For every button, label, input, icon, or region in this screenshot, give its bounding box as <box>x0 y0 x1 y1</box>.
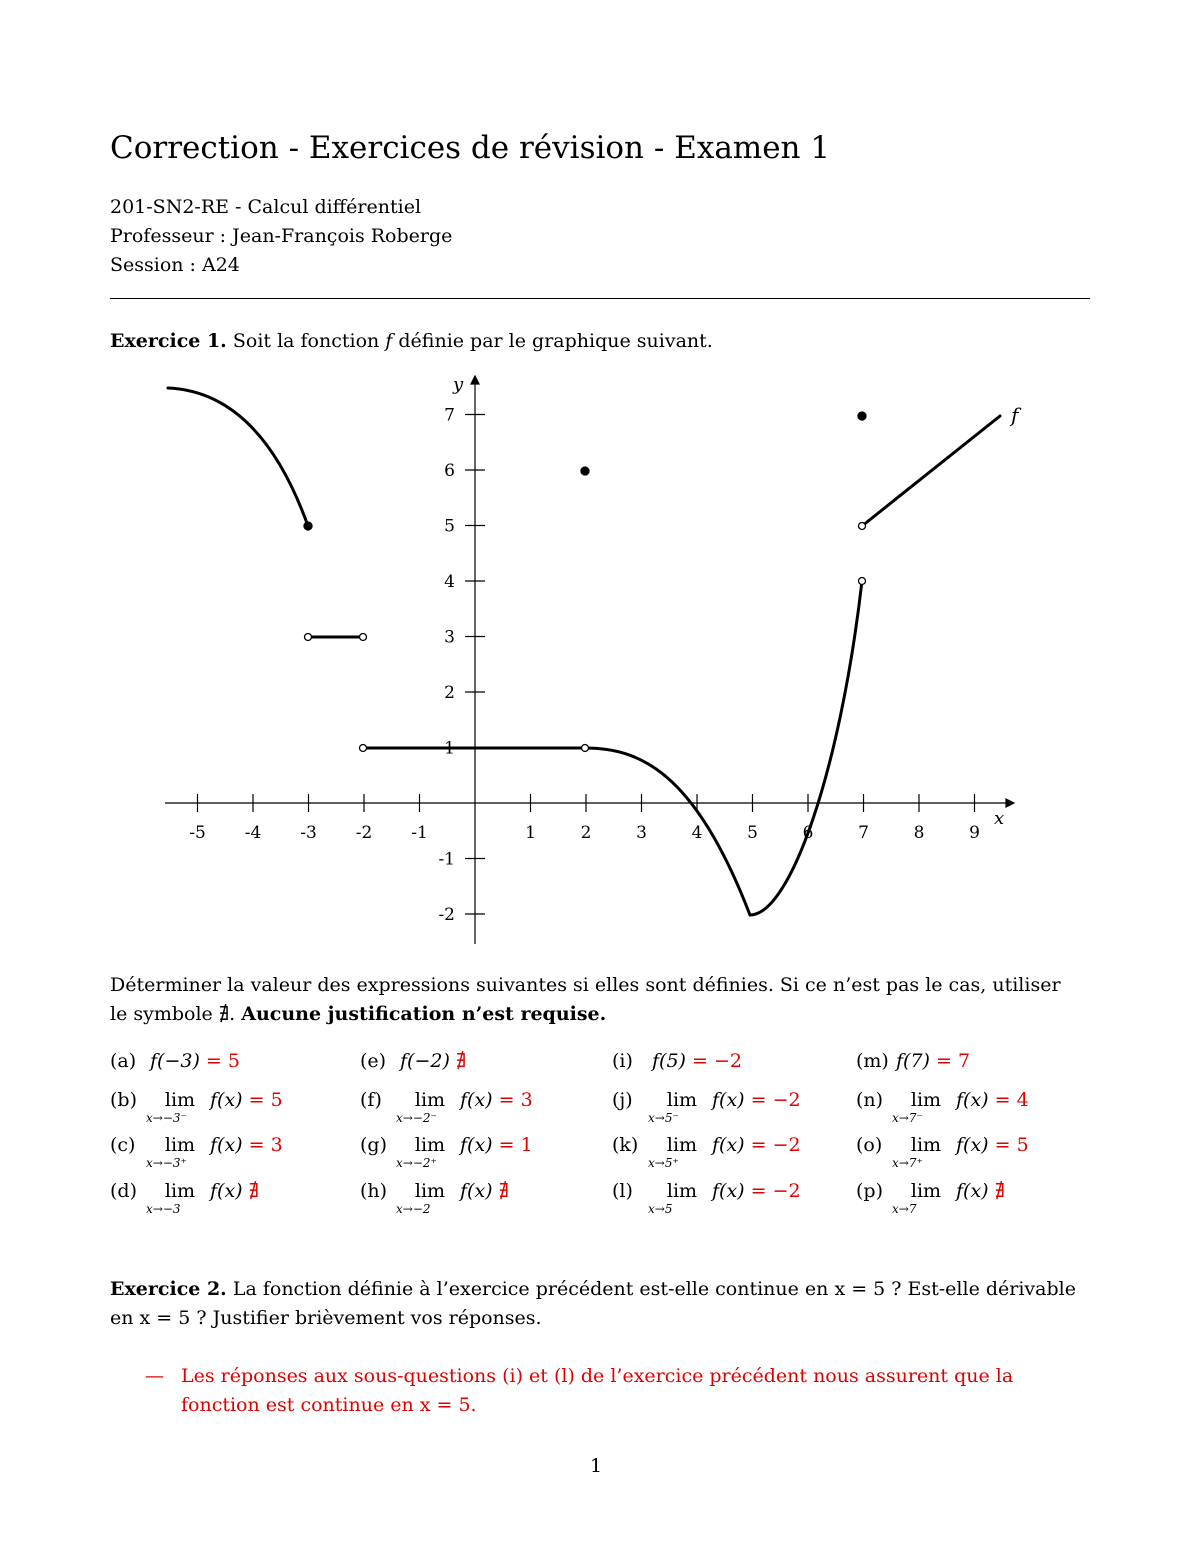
limit-operator <box>146 1134 210 1170</box>
answer-label: (k) <box>612 1134 639 1156</box>
curve-left <box>168 388 308 526</box>
closed-point <box>858 412 866 420</box>
x-axis-arrow <box>1006 799 1014 807</box>
function-expression: f(x) <box>460 1134 493 1156</box>
y-tick-label: 7 <box>444 405 455 426</box>
exercise-2-label: Exercice 2. <box>110 1278 227 1300</box>
limit-text: lim <box>164 1089 196 1111</box>
x-tick-label: -4 <box>244 823 262 843</box>
function-value-expression: f(−2) <box>400 1050 450 1072</box>
y-tick-label: -1 <box>438 849 455 870</box>
limit-subscript: x→−2⁻ <box>396 1111 437 1125</box>
answer-item <box>110 1050 240 1084</box>
limit-subscript: x→7⁺ <box>892 1156 923 1170</box>
answer-result: = 5 <box>205 1050 240 1072</box>
curve-2-to-5 <box>585 748 750 915</box>
limit-text: lim <box>910 1089 942 1111</box>
answer-label: (n) <box>856 1089 884 1111</box>
answer-label: (d) <box>110 1180 137 1202</box>
limit-text: lim <box>414 1134 446 1156</box>
answer-label: (j) <box>612 1089 633 1111</box>
intro-text-b: définie par le graphique suivant. <box>392 330 713 352</box>
x-axis-label: x <box>994 808 1005 829</box>
answer-label: (e) <box>360 1050 387 1072</box>
exercise-2-line-1 <box>110 1278 1076 1300</box>
limit-text: lim <box>666 1134 698 1156</box>
answer-item <box>612 1089 801 1123</box>
answer-item <box>612 1180 801 1214</box>
y-axis-label: y <box>453 374 464 395</box>
answer-result: = 5 <box>248 1089 283 1111</box>
answer-result: ∄ <box>455 1050 467 1072</box>
limit-operator <box>146 1089 210 1125</box>
function-expression: f(x) <box>712 1089 745 1111</box>
answer-result: = 4 <box>994 1089 1029 1111</box>
limit-operator <box>892 1180 956 1216</box>
limit-operator <box>648 1134 712 1170</box>
answer-item <box>612 1134 801 1168</box>
curve-5-to-7 <box>750 581 862 915</box>
limit-operator <box>648 1089 712 1125</box>
bullet-text: Les réponses aux sous-questions (i) et (l) de l’exercice précédent nous assurent que la fonction est continue en x = 5. <box>181 1365 1014 1416</box>
open-point <box>305 634 312 641</box>
page-title: Correction - Exercices de révision - Examen 1 <box>110 130 831 166</box>
x-tick-label: 6 <box>802 823 814 843</box>
answer-item <box>856 1050 970 1084</box>
function-expression: f(x) <box>210 1134 243 1156</box>
answer-label: (m) <box>856 1050 889 1072</box>
limit-text: lim <box>164 1180 196 1202</box>
header-divider <box>110 298 1090 299</box>
answer-result: ∄ <box>994 1180 1005 1202</box>
y-tick-label: 2 <box>444 683 455 703</box>
x-tick-label: 8 <box>913 823 925 843</box>
limit-operator <box>892 1089 956 1125</box>
answer-label: (c) <box>110 1134 136 1156</box>
open-point <box>582 745 589 752</box>
x-tick-label: 7 <box>858 823 869 843</box>
limit-subscript: x→−2 <box>396 1202 431 1216</box>
answer-item <box>360 1180 509 1214</box>
limit-text: lim <box>164 1134 196 1156</box>
answer-label: (o) <box>856 1134 883 1156</box>
answer-item <box>856 1180 1005 1214</box>
answer-label: (l) <box>612 1180 633 1202</box>
answer-item <box>110 1180 259 1214</box>
closed-point <box>581 467 589 475</box>
limit-subscript: x→−3 <box>146 1202 181 1216</box>
open-point <box>360 745 367 752</box>
answer-item <box>110 1134 283 1168</box>
function-graph <box>110 372 1050 952</box>
answer-label: (h) <box>360 1180 388 1202</box>
x-tick-label: 9 <box>969 823 980 843</box>
answer-result: = 3 <box>498 1089 533 1111</box>
y-tick-label: 4 <box>444 572 455 592</box>
answer-label: (p) <box>856 1180 883 1202</box>
limit-operator <box>396 1089 460 1125</box>
y-tick-label: 6 <box>444 461 455 481</box>
function-expression: f(x) <box>460 1089 493 1111</box>
page-number: 1 <box>590 1455 603 1477</box>
y-tick-label: 5 <box>444 516 455 537</box>
open-point <box>859 523 866 530</box>
function-label: f <box>1011 403 1019 427</box>
answer-item <box>856 1134 1029 1168</box>
function-expression: f(x) <box>712 1134 745 1156</box>
x-tick-label: 2 <box>580 823 592 843</box>
limit-text: lim <box>910 1134 942 1156</box>
function-expression: f(x) <box>956 1089 989 1111</box>
limit-operator <box>146 1180 210 1216</box>
limit-text: lim <box>666 1089 698 1111</box>
answer-result: = −2 <box>750 1134 801 1156</box>
instructions-line-2 <box>110 1003 606 1025</box>
answer-label: (b) <box>110 1089 137 1111</box>
limit-operator <box>396 1134 460 1170</box>
limit-subscript: x→7 <box>892 1202 917 1216</box>
function-expression: f(x) <box>712 1180 745 1202</box>
limit-text: lim <box>414 1089 446 1111</box>
answer-item <box>110 1089 283 1123</box>
answer-label: (a) <box>110 1050 137 1072</box>
answer-result: = 3 <box>248 1134 283 1156</box>
function-value-expression: f(7) <box>896 1050 930 1072</box>
limit-subscript: x→7⁻ <box>892 1111 923 1125</box>
instructions-bold: Aucune justification n’est requise. <box>241 1003 607 1025</box>
answer-result: = 1 <box>498 1134 533 1156</box>
exercise-2-line-2: en x = 5 ? Justifier brièvement vos réponses. <box>110 1307 542 1329</box>
limit-text: lim <box>666 1180 698 1202</box>
x-tick-label: 5 <box>747 823 758 843</box>
answer-item <box>360 1050 466 1084</box>
y-tick-label: -2 <box>438 905 455 925</box>
limit-operator <box>396 1180 460 1216</box>
segment-7-to-9 <box>862 416 1000 526</box>
course-code: 201-SN2-RE - Calcul différentiel <box>110 196 422 218</box>
instructions-symbol: le symbole ∄. <box>110 1003 242 1025</box>
answer-result: = 7 <box>936 1050 971 1072</box>
y-tick-label: 1 <box>444 738 455 759</box>
y-tick-label: 3 <box>444 627 455 648</box>
closed-point <box>304 522 312 530</box>
bullet-dash: — <box>145 1365 164 1387</box>
y-axis-arrow <box>471 376 479 384</box>
function-expression: f(x) <box>460 1180 493 1202</box>
function-value-expression: f(5) <box>652 1050 686 1072</box>
limit-text: lim <box>910 1180 942 1202</box>
limit-text: lim <box>414 1180 446 1202</box>
answer-result: = −2 <box>692 1050 742 1072</box>
answer-result: = −2 <box>750 1089 801 1111</box>
answer-label: (g) <box>360 1134 387 1156</box>
exercise-1-label: Exercice 1. <box>110 330 227 352</box>
function-expression: f(x) <box>210 1180 243 1202</box>
x-tick-label: -2 <box>355 823 373 843</box>
function-expression: f(x) <box>956 1134 989 1156</box>
function-expression: f(x) <box>956 1180 989 1202</box>
professor-name: Professeur : Jean-François Roberge <box>110 225 453 247</box>
x-tick-label: -1 <box>411 823 428 843</box>
answer-result: = 5 <box>994 1134 1029 1156</box>
answer-label: (f) <box>360 1089 382 1111</box>
answer-result: ∄ <box>498 1180 509 1202</box>
exercise-1-intro <box>110 330 713 352</box>
answer-item <box>360 1134 533 1168</box>
open-point <box>859 578 866 585</box>
answer-item <box>612 1050 742 1084</box>
limit-subscript: x→−3⁻ <box>146 1111 187 1125</box>
x-tick-label: -5 <box>189 823 206 843</box>
answer-item <box>856 1089 1029 1123</box>
limit-subscript: x→−3⁺ <box>146 1156 187 1170</box>
answer-item <box>360 1089 533 1123</box>
limit-subscript: x→5⁻ <box>648 1111 679 1125</box>
answer-result: ∄ <box>248 1180 259 1202</box>
open-point <box>360 634 367 641</box>
intro-function: f <box>385 330 393 352</box>
limit-operator <box>892 1134 956 1170</box>
exercise-2-text: La fonction définie à l’exercice précédent est-elle continue en x = 5 ? Est-elle dérivable <box>232 1278 1076 1300</box>
x-tick-label: 1 <box>525 823 536 843</box>
x-tick-label: 3 <box>636 823 647 843</box>
x-tick-label: 4 <box>691 823 703 843</box>
instructions-line-1: Déterminer la valeur des expressions suivantes si elles sont définies. Si ce n’est pas le cas, utiliser <box>110 974 1061 996</box>
answer-result: = −2 <box>750 1180 801 1202</box>
intro-text-a: Soit la fonction <box>232 330 386 352</box>
limit-subscript: x→−2⁺ <box>396 1156 437 1170</box>
limit-operator <box>648 1180 712 1216</box>
answer-label: (i) <box>612 1050 633 1072</box>
function-value-expression: f(−3) <box>150 1050 200 1072</box>
x-tick-label: -3 <box>300 823 317 843</box>
limit-subscript: x→5⁺ <box>648 1156 679 1170</box>
function-expression: f(x) <box>210 1089 243 1111</box>
limit-subscript: x→5 <box>648 1202 673 1216</box>
session: Session : A24 <box>110 254 240 276</box>
